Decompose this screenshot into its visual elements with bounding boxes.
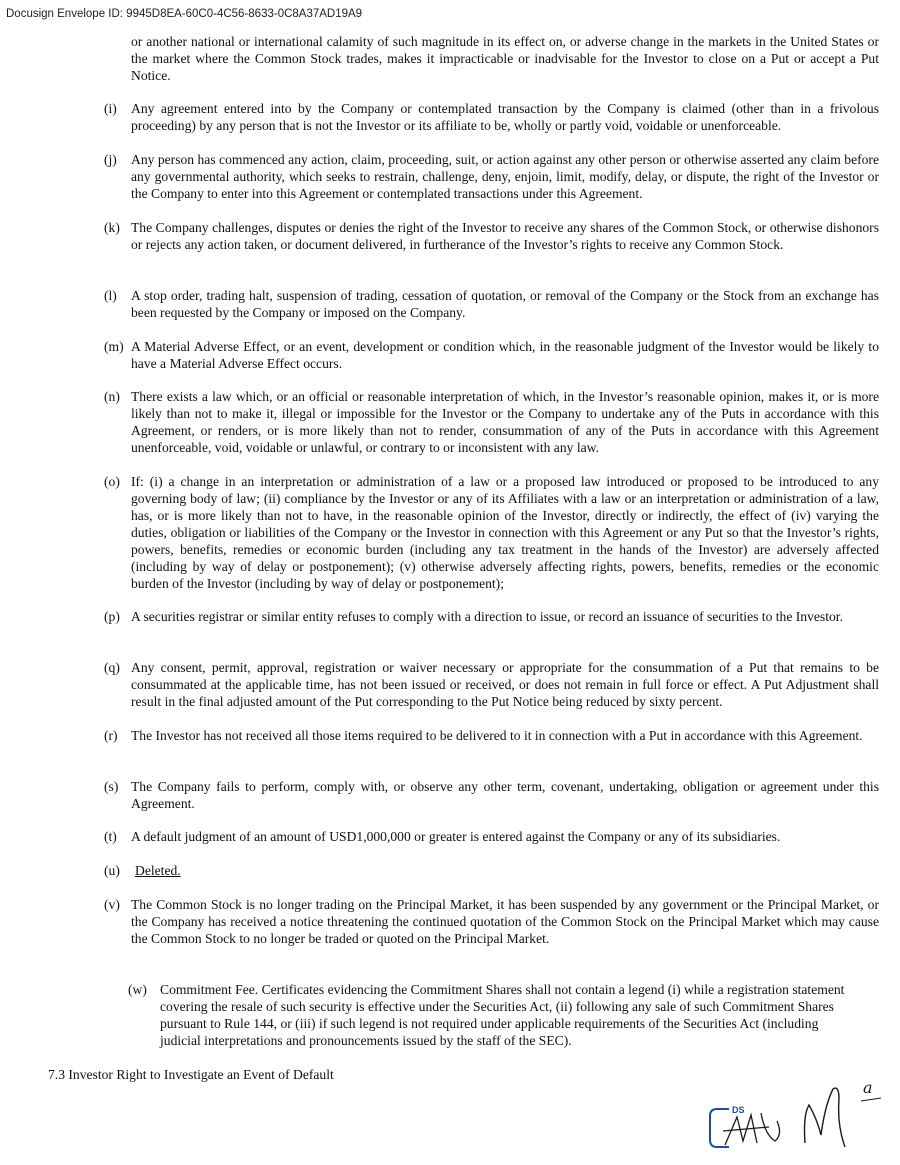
deleted-text: Deleted.	[135, 863, 181, 878]
clause-label: (i)	[104, 101, 117, 116]
signature-block	[705, 1075, 895, 1160]
docusign-initials-box	[710, 1105, 780, 1147]
clause-text: If: (i) a change in an interpretation or administration of a law or a proposed law introduced or proposed to be introduced to any governing body of law; (ii) compliance by the Investor or any of its Affiliates with a law or an interpretation or administration of a law, has, or is more likely than not to have, in the reasonable opinion of the Investor, directly or indirectly, the effect of (iv) varying the duties, obligation or liabilities of the Company or the Investor in connection with this Agreement or any Put so that the Investor’s rights, powers, benefits, remedies or economic burden (including any tax treatment in the hands of the Investor) are adversely affected (including by way of delay or postponement); (v) otherwise adversely affecting rights, powers, benefits, remedies or the economic burden of the Investor (including by way of delay or postponement);	[131, 474, 879, 591]
clause-text: The Common Stock is no longer trading on the Principal Market, it has been suspended by any government or the Principal Market, or the Company has received a notice threatening the continued quotation of the Common Stock on the Principal Market which may cause the Common Stock to no longer be traded or quoted on the Principal Market.	[131, 897, 879, 946]
clause-u	[104, 862, 879, 879]
section-heading: 7.3 Investor Right to Investigate an Event of Default	[48, 1067, 334, 1082]
clause-text: The Company challenges, disputes or denies the right of the Investor to receive any shares of the Common Stock, or otherwise dishonors or rejects any action taken, or document delivered, in furtherance of the Investor’s rights to receive any Common Stock.	[131, 220, 879, 252]
clause-o	[104, 473, 879, 592]
clause-text: A default judgment of an amount of USD1,000,000 or greater is entered against the Company or any of its subsidiaries.	[131, 829, 781, 844]
clause-text: A Material Adverse Effect, or an event, development or condition which, in the reasonable judgment of the Investor would be likely to have a Material Adverse Effect occurs.	[131, 339, 879, 371]
clause-label: (v)	[104, 897, 120, 912]
clause-label: (j)	[104, 152, 117, 167]
clause-text: There exists a law which, or an official or reasonable interpretation of which, in the Investor’s reasonable opinion, makes it, or is more likely than not to make it, illegal or impossible for the Investor or the Company to undertake any of the Puts in accordance with this Agreement, or renders, or is more likely than not to render, consummation of any of the Puts in accordance with this Agreement unenforceable, void, voidable or unlawful, or contrary to or inconsistent with any law.	[131, 389, 879, 455]
clause-r	[104, 727, 879, 744]
clause-text	[131, 862, 879, 879]
clause-label: (w)	[128, 982, 147, 997]
clause-label: (u)	[104, 863, 120, 878]
clause-m	[104, 338, 879, 372]
clause-text: Any consent, permit, approval, registration or waiver necessary or appropriate for the consummation of a Put that remains to be consummated at the applicable time, has not been issued or received, or does not remain in full force or effect. A Put Adjustment shall result in the final adjusted amount of the Put corresponding to the Put Notice being reduced by sixty percent.	[131, 660, 879, 709]
clause-v	[104, 896, 879, 947]
docusign-envelope-id: Docusign Envelope ID: 9945D8EA-60C0-4C56-8633-0C8A37AD19A9	[6, 8, 363, 20]
clause-text: A stop order, trading halt, suspension of trading, cessation of quotation, or removal of the Company or the Stock from an exchange has been requested by the Company or imposed on the Company.	[131, 288, 879, 320]
clause-p	[104, 608, 879, 625]
clause-t	[104, 828, 879, 845]
clause-label: (s)	[104, 779, 119, 794]
handwritten-initials	[723, 1113, 780, 1145]
clause-label: (r)	[104, 728, 118, 743]
ds-label: DS	[732, 1105, 745, 1115]
clause-q	[104, 659, 879, 710]
clause-label: (k)	[104, 220, 120, 235]
clause-text: A securities registrar or similar entity refuses to comply with a direction to issue, or record an issuance of securities to the Investor.	[131, 609, 843, 624]
clause-i	[104, 100, 879, 134]
clause-label: (p)	[104, 609, 120, 624]
clause-label: (n)	[104, 389, 120, 404]
clause-label: (m)	[104, 339, 124, 354]
clause-text: Any person has commenced any action, claim, proceeding, suit, or action against any other person or otherwise asserted any claim before any governmental authority, which seeks to restrain, challenge, deny, enjoin, limit, modify, delay, or dispute, the right of the Investor or the Company to enter into this Agreement or contemplated transactions under this Agreement.	[131, 152, 879, 201]
continuation-paragraph: or another national or international calamity of such magnitude in its effect on, or adverse change in the markets in the United States or the market where the Common Stock trades, makes it impracticable or inadvisable for the Investor to close on a Put or accept a Put Notice.	[131, 34, 879, 83]
clause-text: Commitment Fee. Certificates evidencing the Commitment Shares shall not contain a legend (i) while a registration statement covering the resale of such security is effective under the Securities Act, (ii) following any sale of such Commitment Shares pursuant to Rule 144, or (iii) if such legend is not required under applicable requirements of the Securities Act (including judicial interpretations and pronouncements issued by the staff of the SEC).	[160, 982, 845, 1048]
clause-n	[104, 388, 879, 456]
handwritten-signature	[805, 1088, 846, 1147]
clause-label: (o)	[104, 474, 120, 489]
clause-label: (t)	[104, 829, 117, 844]
clause-text: The Investor has not received all those items required to be delivered to it in connection with a Put in accordance with this Agreement.	[131, 728, 863, 743]
clause-label: (l)	[104, 288, 117, 303]
clause-label: (q)	[104, 660, 120, 675]
clause-text: Any agreement entered into by the Company or contemplated transaction by the Company is claimed (other than in a frivolous proceeding) by any person that is not the Investor or its affiliate to be, wholly or partly void, voidable or unenforceable.	[131, 101, 879, 133]
initial-underline	[861, 1098, 881, 1101]
clause-w	[128, 981, 848, 1049]
clause-text: The Company fails to perform, comply with, or observe any other term, covenant, undertaking, obligation or agreement under this Agreement.	[131, 779, 879, 811]
clause-j	[104, 151, 879, 202]
clause-k	[104, 219, 879, 253]
clause-l	[104, 287, 879, 321]
clause-s	[104, 778, 879, 812]
handwritten-initial-a: a	[863, 1078, 873, 1097]
